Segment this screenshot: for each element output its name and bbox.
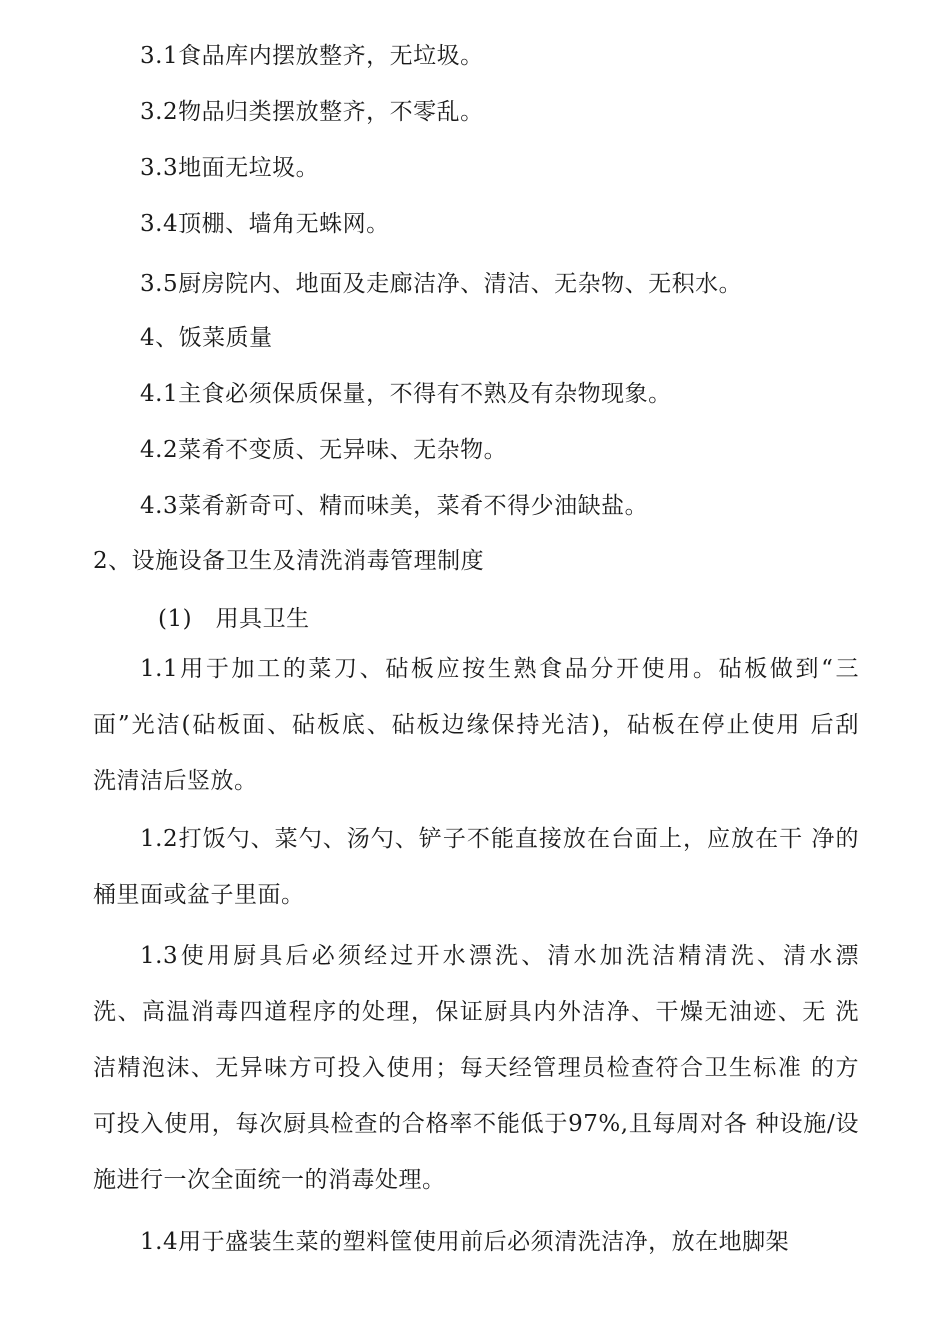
section-heading: 2、设施设备卫生及清洗消毒管理制度 (93, 548, 485, 574)
paragraph-line: 可投入使用，每次厨具检查的合格率不能低于97%,且每周对各 种设施/设 (93, 1111, 859, 1137)
paragraph-1-3 (93, 928, 859, 1208)
heading-4-food-quality: 4、饭菜质量 (140, 325, 273, 351)
item-4-1: 4.1主食必须保质保量，不得有不熟及有杂物现象。 (140, 381, 672, 407)
item-4-3: 4.3菜肴新奇可、精而味美，菜肴不得少油缺盐。 (140, 493, 649, 519)
subsection-heading: (1) 用具卫生 (158, 606, 310, 632)
item-3-2: 3.2物品归类摆放整齐，不零乱。 (140, 99, 484, 125)
paragraph-1-1 (93, 641, 859, 809)
paragraph-1-4 (93, 1214, 859, 1270)
paragraph-line: 桶里面或盆子里面。 (93, 882, 305, 908)
paragraph-line: 面”光洁(砧板面、砧板底、砧板边缘保持光洁)，砧板在停止使用 后刮 (93, 712, 859, 738)
paragraph-line: 施进行一次全面统一的消毒处理。 (93, 1167, 446, 1193)
item-3-3: 3.3地面无垃圾。 (140, 155, 320, 181)
paragraph-line: 1.4用于盛装生菜的塑料筐使用前后必须清洗洁净，放在地脚架 (140, 1229, 790, 1255)
paragraph-line: 洁精泡沫、无异味方可投入使用；每天经管理员检查符合卫生标准 的方 (93, 1055, 859, 1081)
item-3-5: 3.5厨房院内、地面及走廊洁净、清洁、无杂物、无积水。 (140, 271, 743, 297)
paragraph-line: 洗清洁后竖放。 (93, 768, 258, 794)
item-3-1: 3.1食品库内摆放整齐，无垃圾。 (140, 43, 484, 69)
paragraph-line: 洗、高温消毒四道程序的处理，保证厨具内外洁净、干燥无油迹、无 洗 (93, 999, 859, 1025)
paragraph-line: 1.2打饭勺、菜勺、汤勺、铲子不能直接放在台面上，应放在干 净的 (140, 826, 859, 852)
item-3-4: 3.4顶棚、墙角无蛛网。 (140, 211, 390, 237)
paragraph-1-2 (93, 811, 859, 923)
paragraph-line: 1.1用于加工的菜刀、砧板应按生熟食品分开使用。砧板做到“三 (140, 656, 859, 682)
item-4-2: 4.2菜肴不变质、无异味、无杂物。 (140, 437, 508, 463)
paragraph-line: 1.3使用厨具后必须经过开水漂洗、清水加洗洁精清洗、清水漂 (140, 943, 859, 969)
